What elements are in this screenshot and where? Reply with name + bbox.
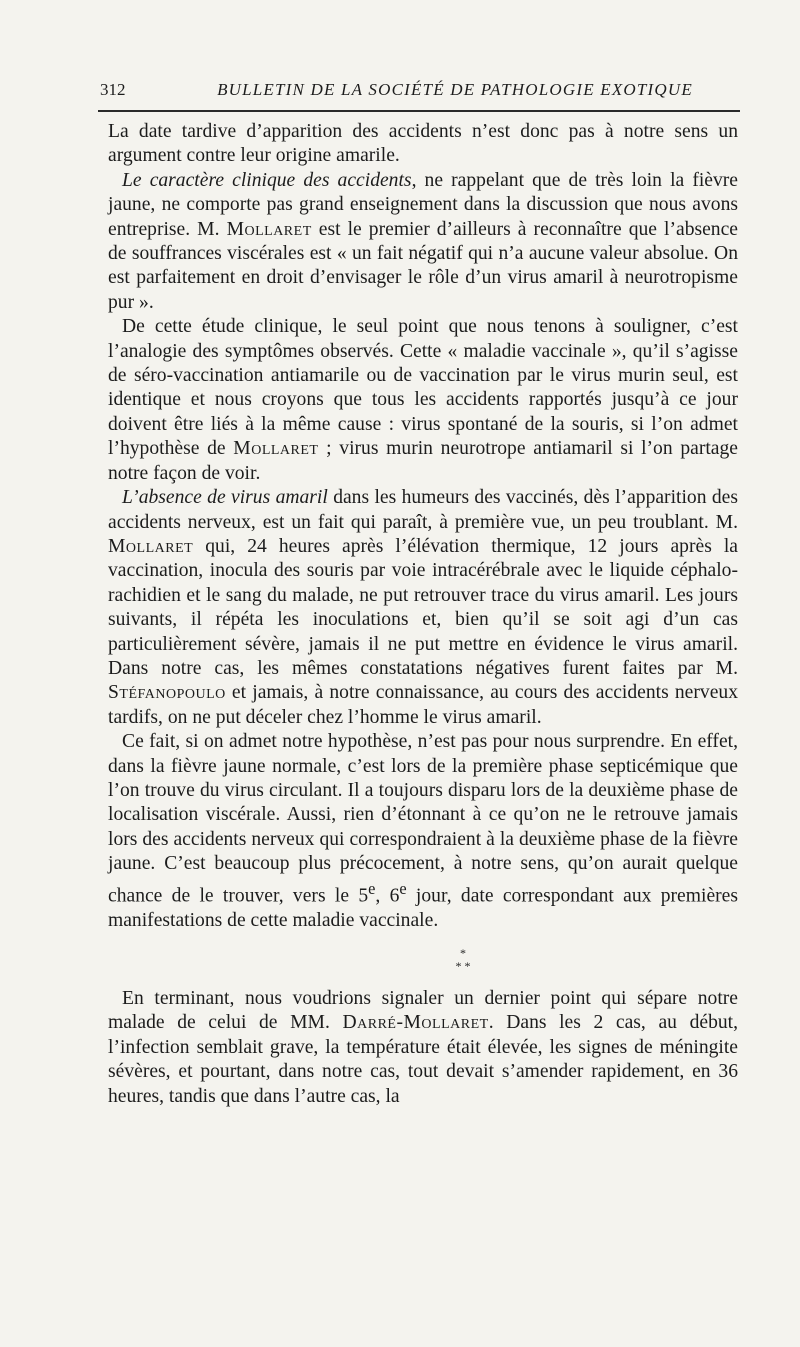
- body-text: [108, 120, 738, 1109]
- text-run: , ne rappelant que de très loin la fièvre jaune, ne comporte pas grand enseignement dans la discussion que nous avons entreprise. M.: [108, 169, 738, 240]
- paragraph-3: [108, 315, 738, 486]
- text-run: ; virus murin neurotrope antiamaril si l’on partage notre façon de voir.: [108, 438, 738, 484]
- text-run: dans les humeurs des vaccinés, dès l’apparition des accidents nerveux, est un fait qui paraît, à première vue, un peu troublant. M.: [108, 487, 738, 533]
- paragraph-5: [108, 730, 738, 933]
- text-run: est le premier d’ailleurs à reconnaître que l’absence de souffrances viscérales est « un fait négatif qui n’a aucune valeur absolue. On est parfaitement en droit d’envisager le rôle d’un virus amaril à neurotropisme pur ».: [108, 218, 739, 313]
- section-asterism: [108, 947, 738, 973]
- author-name: Mollaret: [108, 535, 194, 557]
- text-run: . Dans les 2 cas, au début, l’infection semblait grave, la température était élevée, les signes de méningite sévères, et pourtant, dans notre cas, tout devait s’amender rapidement, en 36 heures, tandis que dans l’autre cas, la: [108, 1012, 739, 1107]
- text-run: et jamais, à notre connaissance, au cours des accidents nerveux tardifs, on ne put déceler chez l’homme le virus amaril.: [108, 682, 738, 728]
- page-header: [100, 80, 740, 106]
- page-number: 312: [100, 80, 126, 99]
- author-name: Mollaret: [233, 438, 319, 460]
- author-name: Darré-Mollaret: [342, 1012, 489, 1034]
- text-run: La date tardive d’apparition des accidents n’est donc pas à notre sens un argument contre leur origine amarile.: [108, 121, 738, 167]
- paragraph-6: [108, 987, 738, 1109]
- asterism-bottom: * *: [455, 958, 471, 973]
- author-name: Mollaret: [226, 218, 312, 240]
- text-run: En terminant, nous voudrions signaler un dernier point qui sépare notre malade de celui de MM.: [108, 987, 738, 1034]
- text-run: qui, 24 heures après l’élévation thermique, 12 jours après la vaccination, inocula des souris par voie intracérébrale avec le liquide céphalo-rachidien et le sang du malade, ne put retrouver trace du virus amaril. Les jours suivants, il répéta les inoculations et, bien qu’il se soit agi d’un cas particulièrement sévère, jamais il ne put mettre en évidence le virus amaril. Dans notre cas, les mêmes constatations négatives furent faites par M.: [108, 535, 738, 679]
- text-run: Ce fait, si on admet notre hypothèse, n’est pas pour nous surprendre. En effet, dans la fièvre jaune normale, c’est lors de la première phase septicémique que l’on trouve du virus circulant. Il a toujours disparu lors de la deuxième phase de localisation viscérale. Aussi, rien d’étonnant à ce qu’on ne le retrouve jamais lors des accidents nerveux qui correspondraient à la deuxième phase de la fièvre jaune. C’est beaucoup plus précocement, à notre sens, qu’on aurait quelque chance de le trouver, vers le 5: [108, 731, 738, 907]
- superscript: e: [399, 878, 407, 898]
- author-name: Stéfanopoulo: [108, 682, 226, 704]
- text-run: De cette étude clinique, le seul point que nous tenons à souligner, c’est l’analogie des symptômes observés. Cette « maladie vaccinale », qu’il s’agisse de séro-vaccination antiamarile ou de vaccination par le virus murin seul, est identique et nous croyons que tous les accidents rapportés jusqu’à ce jour doivent être liés à la même cause : virus spontané de la souris, si l’on admet l’hypothèse de: [108, 316, 738, 460]
- italic-phrase: L’absence de virus amaril: [122, 487, 328, 509]
- superscript: e: [368, 878, 376, 898]
- paragraph-2: [108, 169, 738, 315]
- paragraph-4: [108, 486, 738, 730]
- text-run: , 6: [375, 885, 400, 907]
- text-run: jour, date correspondant aux premières manifestations de cette maladie vaccinale.: [108, 885, 738, 931]
- paragraph-1: [108, 120, 738, 169]
- header-rule: [98, 110, 740, 112]
- italic-phrase: Le caractère clinique des accidents: [122, 169, 412, 191]
- running-title: BULLETIN DE LA SOCIÉTÉ DE PATHOLOGIE EXOTIQUE: [217, 80, 693, 99]
- asterism-top: *: [460, 945, 466, 960]
